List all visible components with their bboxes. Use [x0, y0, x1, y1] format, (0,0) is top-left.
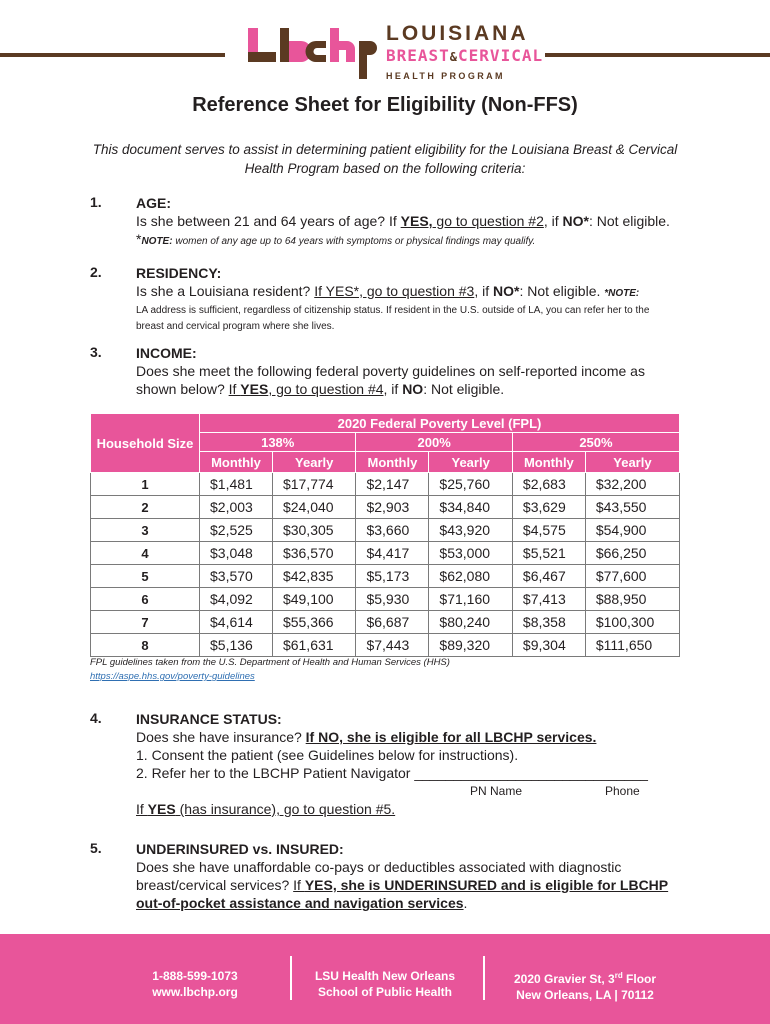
- fpl-table-title: 2020 Federal Poverty Level (FPL): [200, 414, 680, 433]
- table-cell: $7,413: [512, 588, 585, 611]
- table-row: [91, 588, 680, 611]
- header-rule-left: [0, 53, 225, 57]
- section-body: [136, 858, 676, 912]
- table-cell: $4,417: [356, 542, 429, 565]
- table-cell: $30,305: [272, 519, 356, 542]
- table-cell: $6,467: [512, 565, 585, 588]
- footer-web[interactable]: www.lbchp.org: [152, 985, 238, 999]
- household-size: 8: [91, 634, 200, 657]
- text: , if: [383, 381, 403, 397]
- table-row: [91, 496, 680, 519]
- footer-address: [495, 968, 675, 1003]
- table-cell: $6,687: [356, 611, 429, 634]
- table-cell: $100,300: [585, 611, 679, 634]
- list-item: 2. Refer her to the LBCHP Patient Navigator ______________________________: [136, 765, 648, 781]
- goto-link[interactable]: go to question #2: [432, 213, 544, 229]
- table-cell: $2,525: [200, 519, 273, 542]
- table-cell: $17,774: [272, 473, 356, 496]
- section-number: 5.: [90, 840, 102, 856]
- table-cell: $2,003: [200, 496, 273, 519]
- fpl-table: [90, 413, 680, 657]
- level-250: 250%: [512, 433, 679, 452]
- table-cell: $89,320: [429, 634, 513, 657]
- table-row: [91, 519, 680, 542]
- table-cell: $54,900: [585, 519, 679, 542]
- table-cell: $3,629: [512, 496, 585, 519]
- pn-name-label: PN Name: [470, 784, 523, 798]
- eligible-link[interactable]: If NO, she is eligible for all LBCHP services.: [305, 729, 597, 745]
- fpl-source-link[interactable]: https://aspe.hhs.gov/poverty-guidelines: [90, 671, 255, 682]
- table-cell: $77,600: [585, 565, 679, 588]
- household-size: 7: [91, 611, 200, 634]
- footer-band: [0, 934, 770, 1024]
- section-heading: RESIDENCY:: [136, 265, 222, 281]
- household-size: 6: [91, 588, 200, 611]
- text: rd: [614, 971, 623, 980]
- text-yes: YES: [147, 801, 176, 817]
- table-cell: $36,570: [272, 542, 356, 565]
- text-no: NO*: [562, 213, 589, 229]
- household-size: 3: [91, 519, 200, 542]
- yearly-header: Yearly: [585, 452, 679, 473]
- table-cell: $3,660: [356, 519, 429, 542]
- table-cell: $5,173: [356, 565, 429, 588]
- table-cell: $3,570: [200, 565, 273, 588]
- section-body: [136, 282, 676, 303]
- text: Is she between 21 and 64 years of age? If: [136, 213, 401, 229]
- table-cell: $62,080: [429, 565, 513, 588]
- intro-text: This document serves to assist in determining patient eligibility for the Louisiana Breast & Cervical Health Program based on the following criteria:: [92, 142, 678, 176]
- note-text: women of any age up to 64 years with symptoms or physical findings may qualify.: [172, 236, 536, 247]
- table-cell: $4,614: [200, 611, 273, 634]
- table-cell: $25,760: [429, 473, 513, 496]
- household-size-header: Household Size: [91, 414, 200, 473]
- fpl-title-row: [91, 414, 680, 433]
- text: , if: [543, 213, 563, 229]
- text: Does she have insurance?: [136, 729, 306, 745]
- pn-labels: [136, 782, 696, 800]
- table-cell: $80,240: [429, 611, 513, 634]
- text: If: [136, 801, 148, 817]
- text: Floor: [622, 972, 657, 986]
- text: : Not eligible.: [519, 283, 605, 299]
- table-row: [91, 473, 680, 496]
- table-cell: $55,366: [272, 611, 356, 634]
- table-cell: $43,920: [429, 519, 513, 542]
- page-title: Reference Sheet for Eligibility (Non-FFS): [192, 94, 578, 116]
- table-row: [91, 611, 680, 634]
- table-cell: $8,358: [512, 611, 585, 634]
- logo-amp: &: [449, 50, 459, 64]
- table-row: [91, 634, 680, 657]
- table-cell: $88,950: [585, 588, 679, 611]
- table-cell: $42,835: [272, 565, 356, 588]
- text: , go to question #4: [268, 381, 384, 397]
- table-row: [91, 565, 680, 588]
- text: : Not eligible. *: [136, 213, 670, 247]
- table-cell: $3,048: [200, 542, 273, 565]
- text: Is she a Louisiana resident?: [136, 283, 315, 299]
- logo-cervical: CERVICAL: [458, 46, 544, 65]
- footer-org-line2: School of Public Health: [317, 985, 452, 999]
- section-number: 1.: [90, 194, 102, 210]
- text: : Not eligible.: [423, 381, 505, 397]
- section-body: [136, 728, 696, 746]
- monthly-header: Monthly: [512, 452, 585, 473]
- footer-address-line2: New Orleans, LA | 70112: [516, 988, 654, 1002]
- table-cell: $2,903: [356, 496, 429, 519]
- footer-divider: [483, 956, 485, 1000]
- section-number: 3.: [90, 344, 102, 360]
- level-138: 138%: [200, 433, 356, 452]
- table-cell: $53,000: [429, 542, 513, 565]
- table-cell: $4,092: [200, 588, 273, 611]
- phone-label: Phone: [605, 784, 640, 798]
- table-cell: $71,160: [429, 588, 513, 611]
- goto-link[interactable]: [136, 801, 395, 817]
- text-yes: YES,: [400, 213, 433, 229]
- lbchp-logo-mark: [246, 24, 378, 82]
- table-cell: $66,250: [585, 542, 679, 565]
- fpl-source-text: FPL guidelines taken from the U.S. Department of Health and Human Services (HHS): [90, 657, 450, 668]
- goto-link[interactable]: If YES*, go to question #3: [314, 283, 475, 299]
- footer-org: [300, 968, 470, 1000]
- text-no: NO: [402, 381, 424, 397]
- household-size: 5: [91, 565, 200, 588]
- section-body: [136, 362, 676, 398]
- table-cell: $4,575: [512, 519, 585, 542]
- footer-divider: [290, 956, 292, 1000]
- level-200: 200%: [356, 433, 512, 452]
- header-rule-right: [545, 53, 770, 57]
- text-yes: YES: [240, 381, 269, 397]
- monthly-header: Monthly: [356, 452, 429, 473]
- section-number: 4.: [90, 710, 102, 726]
- table-cell: $61,631: [272, 634, 356, 657]
- yearly-header: Yearly: [429, 452, 513, 473]
- table-cell: $24,040: [272, 496, 356, 519]
- footer-phone[interactable]: 1-888-599-1073: [152, 969, 238, 983]
- section-body: [136, 212, 676, 251]
- section-heading: INCOME:: [136, 345, 197, 361]
- text: .: [463, 895, 468, 911]
- text-no: NO*: [492, 283, 520, 299]
- text: 2020 Gravier St, 3: [513, 972, 615, 986]
- goto-link[interactable]: [229, 381, 384, 397]
- table-cell: $5,930: [356, 588, 429, 611]
- table-cell: $49,100: [272, 588, 356, 611]
- monthly-header: Monthly: [200, 452, 273, 473]
- table-cell: $32,200: [585, 473, 679, 496]
- table-cell: $43,550: [585, 496, 679, 519]
- table-cell: $5,136: [200, 634, 273, 657]
- footer-address-line1: [495, 968, 675, 987]
- text: If: [228, 381, 241, 397]
- logo-line-health-program: HEALTH PROGRAM: [386, 71, 505, 81]
- table-cell: $7,443: [356, 634, 429, 657]
- logo-line-breast-cervical: [386, 46, 544, 67]
- text: Does she have unaffordable co-pays or deductibles associated with diagnostic breast/cervical services?: [136, 859, 622, 893]
- section-heading: AGE:: [136, 195, 171, 211]
- section-heading: INSURANCE STATUS:: [136, 711, 282, 727]
- household-size: 1: [91, 473, 200, 496]
- text: , if: [474, 283, 493, 299]
- text: Does she meet the following federal poverty guidelines on self-reported income as shown below?: [136, 363, 645, 397]
- household-size: 4: [91, 542, 200, 565]
- text: If: [293, 877, 305, 893]
- table-cell: $9,304: [512, 634, 585, 657]
- table-cell: $111,650: [585, 634, 679, 657]
- table-cell: $2,147: [356, 473, 429, 496]
- logo-line-louisiana: LOUISIANA: [386, 22, 529, 45]
- table-cell: $5,521: [512, 542, 585, 565]
- footer-contact: [120, 968, 270, 1000]
- yes-line: [136, 800, 696, 818]
- household-size: 2: [91, 496, 200, 519]
- logo-breast: BREAST: [386, 46, 450, 65]
- table-row: [91, 542, 680, 565]
- table-cell: $34,840: [429, 496, 513, 519]
- section-number: 2.: [90, 264, 102, 280]
- note-label: NOTE:: [141, 236, 173, 247]
- lbchp-logo: [246, 22, 544, 84]
- fpl-source: [90, 656, 450, 684]
- list-item: 1. Consent the patient (see Guidelines below for instructions).: [136, 747, 519, 763]
- table-cell: $2,683: [512, 473, 585, 496]
- note-label: *NOTE:: [604, 288, 640, 299]
- text: (has insurance), go to question #5.: [175, 801, 396, 817]
- note-text: LA address is sufficient, regardless of citizenship status. If resident in the U.S. outside of LA, you can refer her to the breast and cervical program where she lives.: [136, 305, 650, 332]
- footer-org-line1: LSU Health New Orleans: [314, 969, 456, 983]
- table-cell: $1,481: [200, 473, 273, 496]
- yearly-header: Yearly: [272, 452, 356, 473]
- section-heading: UNDERINSURED vs. INSURED:: [136, 841, 344, 857]
- text: YES, she is UNDERINSURED and is eligible for LBCHP out-of-pocket assistance and navigation services: [136, 877, 669, 911]
